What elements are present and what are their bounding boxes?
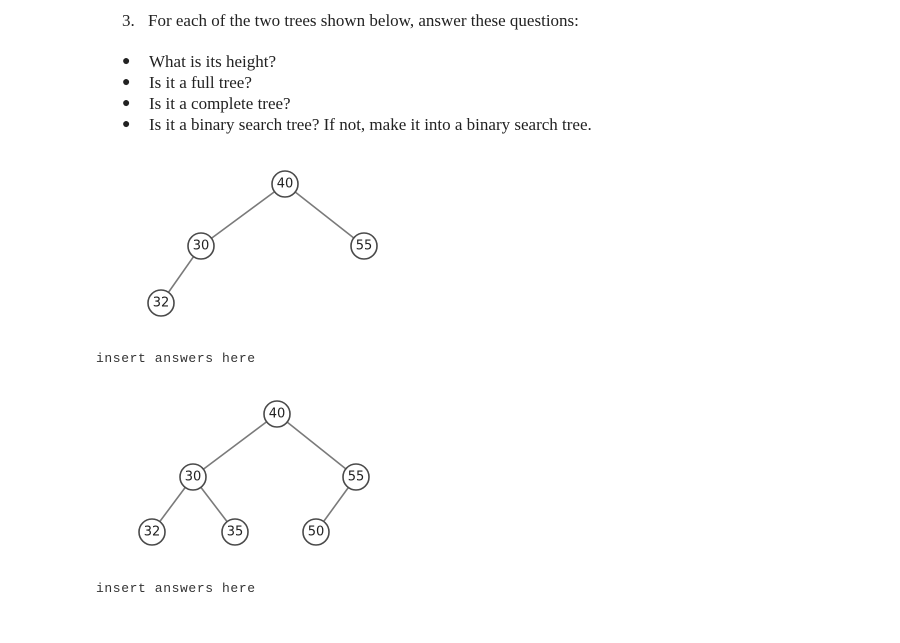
svg-text:30: 30	[184, 469, 202, 485]
question-item-full: ● Is it a full tree?	[122, 73, 252, 92]
tree-diagram-2	[0, 390, 900, 560]
tree-node-50	[303, 519, 329, 545]
edge-40-30	[193, 414, 277, 477]
question-number: 3.	[122, 11, 135, 30]
bullet-icon: ●	[122, 75, 131, 90]
edge-40-55	[285, 184, 364, 246]
edge-40-55	[277, 414, 356, 477]
tree-node-35	[222, 519, 248, 545]
tree-node-55	[351, 233, 377, 259]
svg-text:50: 50	[307, 524, 325, 540]
bullet-icon: ●	[122, 117, 131, 132]
svg-text:55: 55	[347, 469, 365, 485]
tree-node-30	[180, 464, 206, 490]
svg-text:32: 32	[143, 524, 161, 540]
edge-40-30	[201, 184, 285, 246]
bullet-icon: ●	[122, 54, 131, 69]
tree-node-32	[148, 290, 174, 316]
svg-text:40: 40	[276, 176, 294, 192]
svg-text:55: 55	[355, 238, 373, 254]
question-item-complete: ● Is it a complete tree?	[122, 94, 291, 113]
svg-text:30: 30	[192, 238, 210, 254]
tree-node-40	[264, 401, 290, 427]
tree-node-32	[139, 519, 165, 545]
svg-text:32: 32	[152, 295, 170, 311]
tree-node-30	[188, 233, 214, 259]
bullet-icon: ●	[122, 96, 131, 111]
answer-field-2[interactable]: insert answers here	[96, 581, 256, 596]
question-text: For each of the two trees shown below, answer these questions:	[148, 11, 579, 30]
svg-text:35: 35	[226, 524, 244, 540]
tree-node-40	[272, 171, 298, 197]
svg-text:40: 40	[268, 406, 286, 422]
question-item-bst: ● Is it a binary search tree? If not, make it into a binary search tree.	[122, 115, 592, 134]
answer-field-1[interactable]: insert answers here	[96, 351, 256, 366]
question-heading	[122, 10, 579, 32]
question-item-height: ● What is its height?	[122, 52, 277, 71]
question-list	[122, 51, 592, 135]
tree-node-55	[343, 464, 369, 490]
tree-diagram-1	[0, 160, 900, 330]
